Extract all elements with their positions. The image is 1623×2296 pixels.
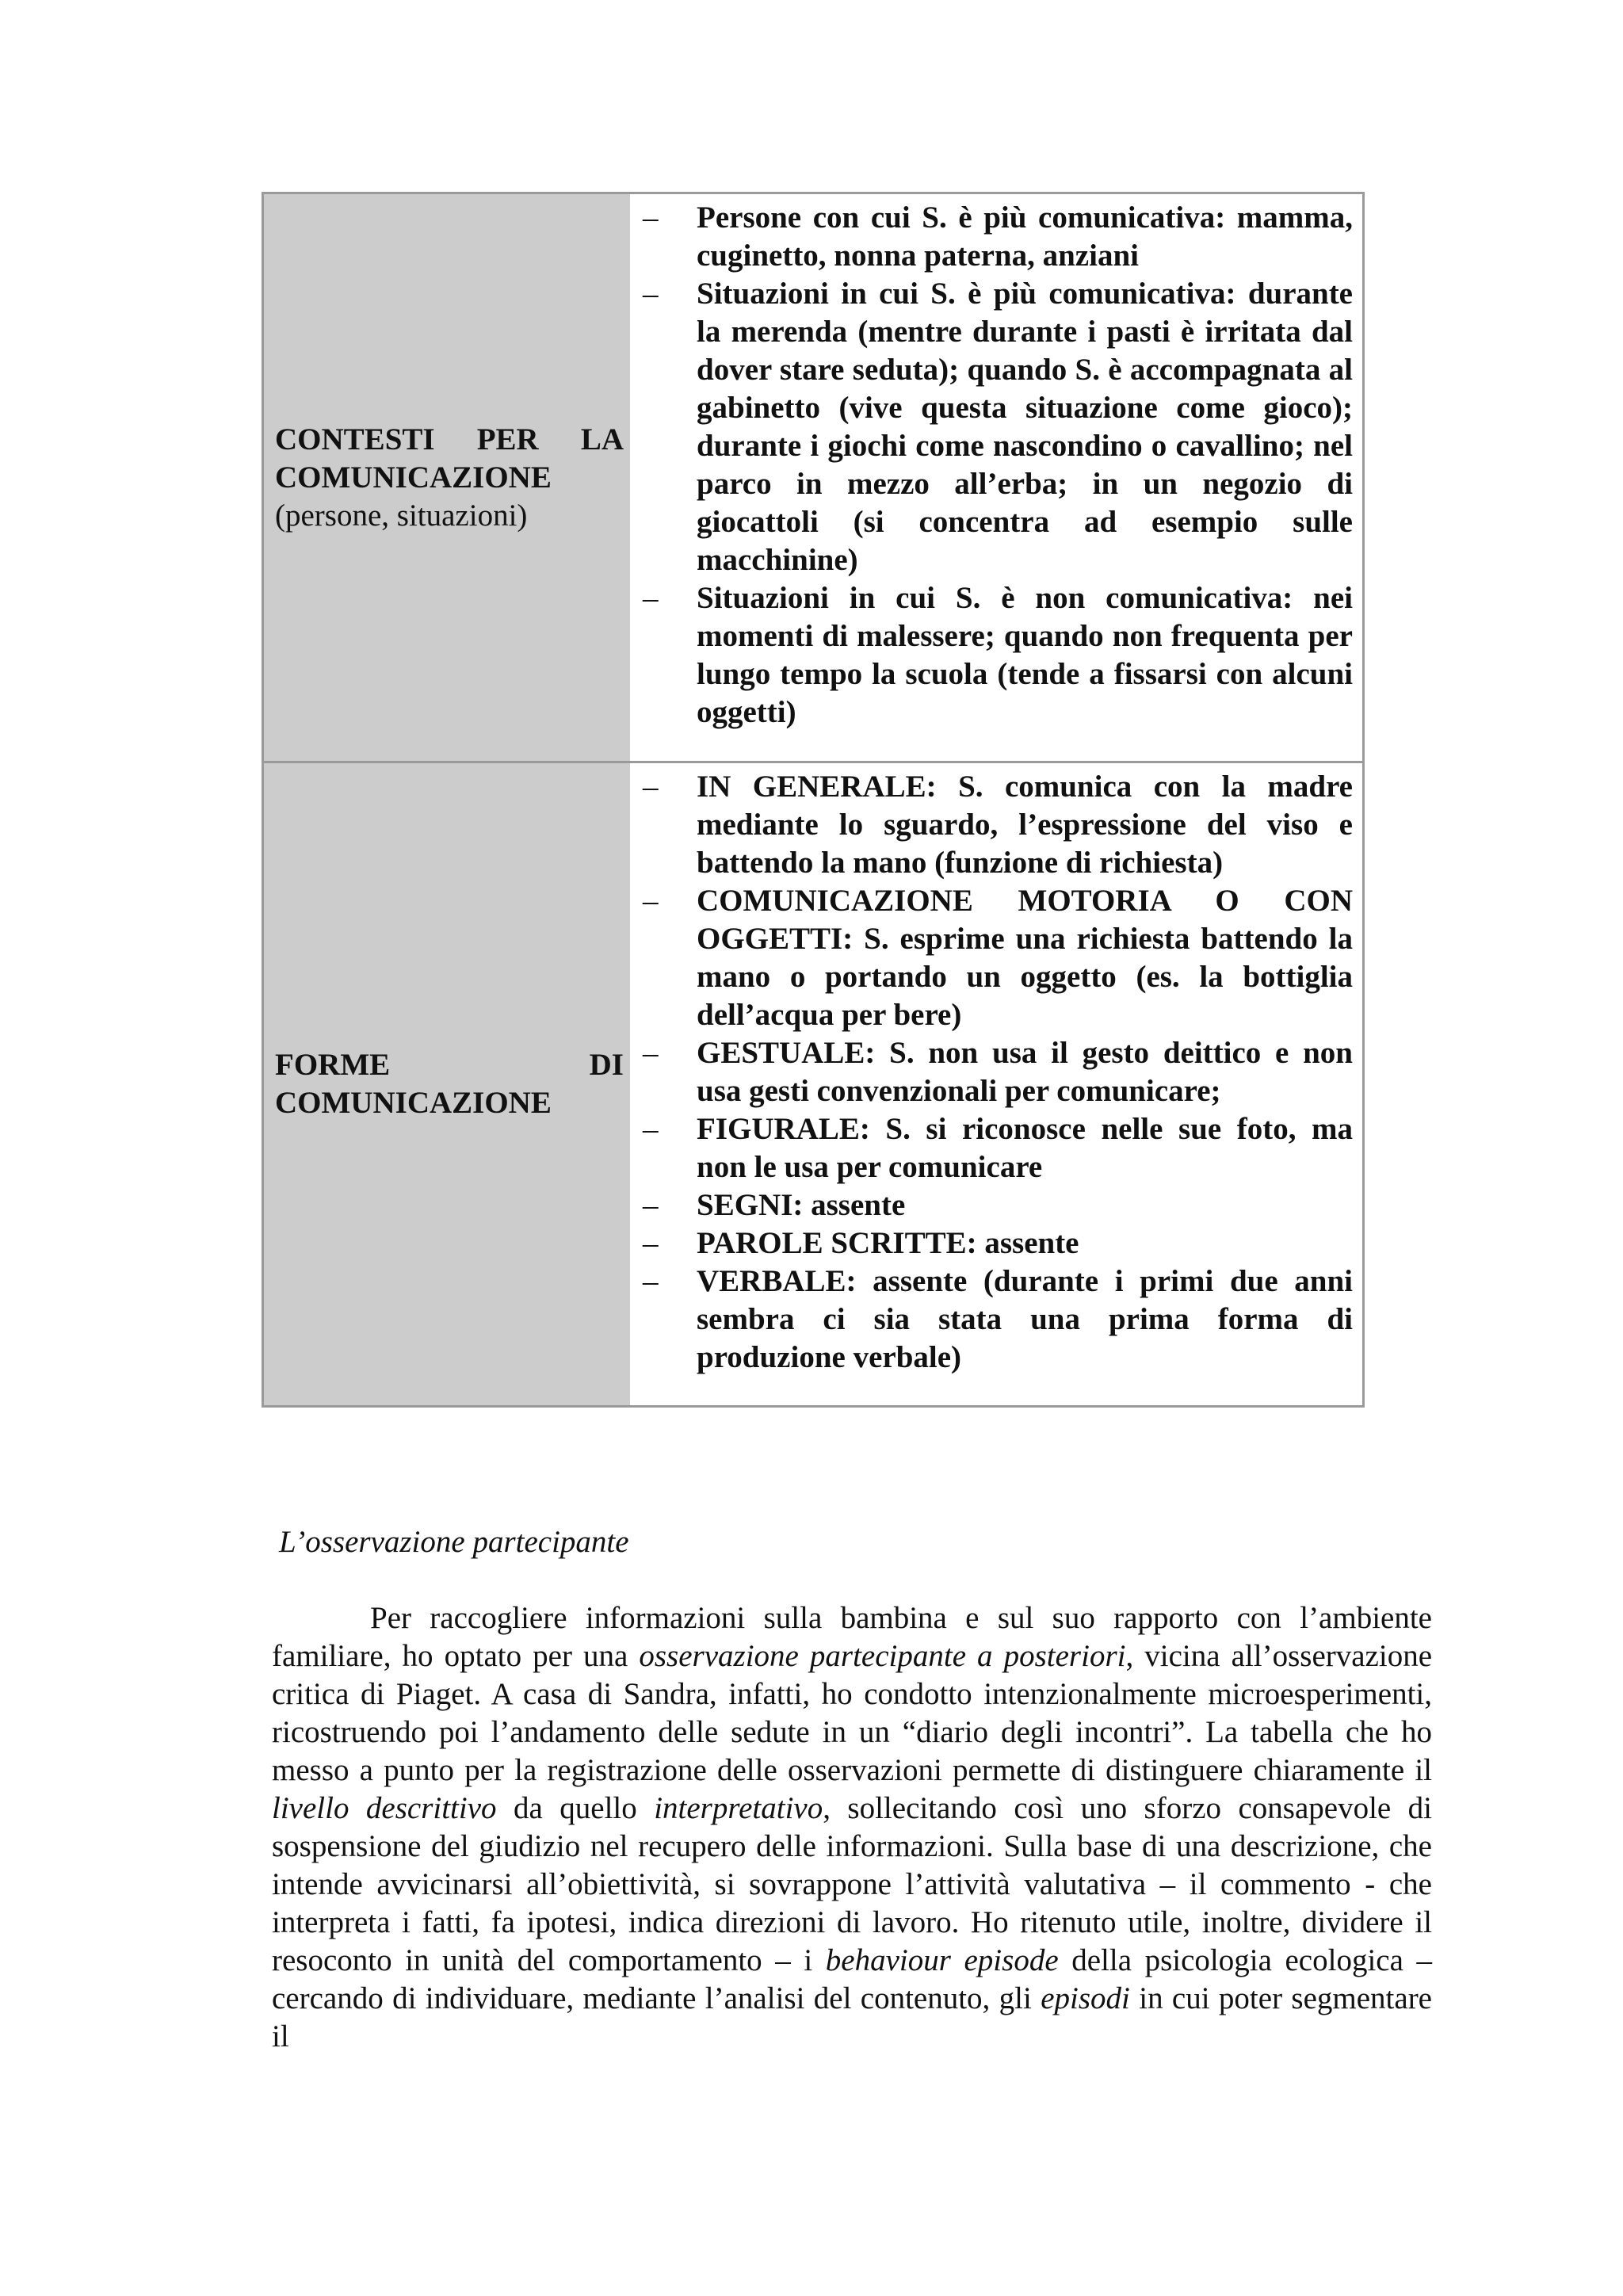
list-item: – COMUNICAZIONE MOTORIA O CON OGGETTI: S. esprime una richiesta battendo la mano o portando un oggetto (es. la bottiglia dell’acqua per bere) [636,882,1353,1034]
row-label-contesti [263,193,631,762]
row-label-line: CONTESTI PER LA [275,422,624,457]
row-content-forme [630,762,1364,1407]
row-label-forme [263,762,631,1407]
body-paragraph [272,1599,1432,2056]
table-row [263,193,1364,762]
paragraph-run-italic: livello descrittivo [272,1791,497,1825]
paragraph-run: in cui poter segmentare il [272,1981,1432,2053]
row-label-line: COMUNICAZIONE [275,460,552,495]
paragraph-run: della psicologia ecologica – cercando di individuare, mediante l’analisi del contenuto, gli [272,1943,1432,2015]
bullet-list [636,768,1353,1377]
communication-table [262,192,1365,1408]
list-item: – SEGNI: assente [636,1186,1353,1224]
section-title: L’osservazione partecipante [279,1525,629,1559]
paragraph-run: , vicina all’osservazione critica di Piaget. A casa di Sandra, infatti, ho condotto intenzionalmente microesperimenti, ricostruendo poi l’andamento delle sedute in un “diario degli incontri”. La tabella che ho messo a punto per la registrazione delle osservazioni permette di distinguere chiaramente il [272,1639,1433,1787]
list-item: – Persone con cui S. è più comunicativa: mamma, cuginetto, nonna paterna, anziani [636,199,1353,275]
paragraph-run-italic: behaviour episode [825,1943,1059,1977]
list-item: – GESTUALE: S. non usa il gesto deittico e non usa gesti convenzionali per comunicare; [636,1034,1353,1110]
row-label-subtitle: (persone, situazioni) [275,498,528,533]
paragraph-run: Per raccogliere informazioni sulla bambina e sul suo rapporto con l’ambiente familiare, ho optato per una [272,1601,1432,1673]
row-label-line: COMUNICAZIONE [275,1086,552,1120]
paragraph-run: , sollecitando così uno sforzo consapevole di sospensione del giudizio nel recupero delle informazioni. Sulla base di una descrizione, che intende avvicinarsi all’obiettività, si sovrappone l’attività valutativa – il commento - che interpreta i fatti, fa ipotesi, indica direzioni di lavoro. Ho ritenuto utile, inoltre, dividere il resoconto in unità del comportamento – i [272,1791,1433,1977]
list-item: – Situazioni in cui S. è non comunicativa: nei momenti di malessere; quando non frequenta per lungo tempo la scuola (tende a fissarsi con alcuni oggetti) [636,579,1353,732]
paragraph-run: da quello [496,1791,655,1825]
list-item: – IN GENERALE: S. comunica con la madre mediante lo sguardo, l’espressione del viso e battendo la mano (funzione di richiesta) [636,768,1353,882]
list-item: – PAROLE SCRITTE: assente [636,1224,1353,1263]
paragraph-run-italic: interpretativo [654,1791,823,1825]
list-item: – FIGURALE: S. si riconosce nelle sue foto, ma non le usa per comunicare [636,1110,1353,1186]
list-item: – VERBALE: assente (durante i primi due anni sembra ci sia stata una prima forma di produzione verbale) [636,1263,1353,1377]
row-content-contesti [630,193,1364,762]
paragraph-run-italic: osservazione partecipante a posteriori [639,1639,1126,1673]
bullet-list [636,199,1353,732]
row-label-line: FORME DI [275,1048,624,1082]
table-row [263,762,1364,1407]
paragraph-run-italic: episodi [1041,1981,1130,2015]
list-item: – Situazioni in cui S. è più comunicativa: durante la merenda (mentre durante i pasti è irritata dal dover stare seduta); quando S. è accompagnata al gabinetto (vive questa situazione come gioco); durante i giochi come nascondino o cavallino; nel parco in mezzo all’erba; in un negozio di giocattoli (si concentra ad esempio sulle macchinine) [636,275,1353,579]
